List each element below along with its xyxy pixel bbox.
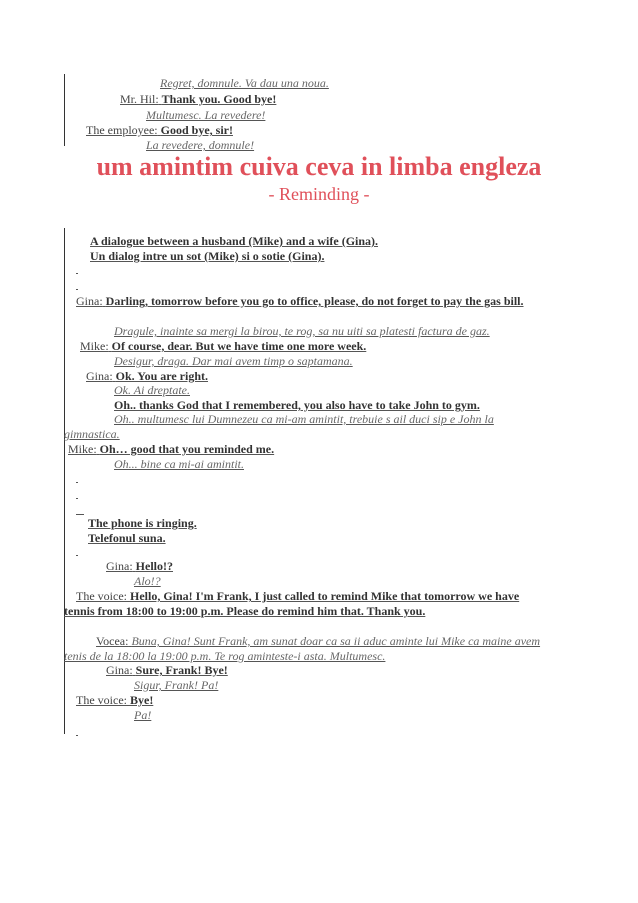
page-subtitle: - Reminding - [268, 184, 370, 204]
empty-paragraph-mark [76, 498, 78, 499]
dialogue-line: Gina: Ok. You are right. [86, 369, 209, 383]
intro-line: A dialogue between a husband (Mike) and a wife (Gina). [90, 234, 379, 248]
translation-line: Alo!? [134, 574, 161, 588]
empty-paragraph-mark [76, 555, 78, 556]
empty-paragraph-mark [76, 273, 78, 274]
dialogue-line: Gina: Hello!? [106, 559, 173, 573]
dialogue-line: Gina: Darling, tomorrow before you go to office, please, do not forget to pay the gas bill. [76, 294, 524, 308]
translation-line: Oh.. multumesc lui Dumnezeu ca mi-am amintit, trebuie s ail duci sip e John la gimnastica. [64, 412, 494, 441]
translation-line: Desigur, draga. Dar mai avem timp o saptamana. [114, 354, 353, 368]
translation-line: Ok. Ai dreptate. [114, 383, 190, 397]
dialogue-line: The voice: Hello, Gina! I'm Frank, I just called to remind Mike that tomorrow we have tennis from 18:00 to 19:00 p.m. Please do remind him that. Thank you. [64, 589, 520, 618]
translation-line: Sigur, Frank! Pa! [134, 678, 219, 692]
translation-line: La revedere, domnule! [146, 138, 255, 152]
empty-paragraph-mark [76, 482, 78, 483]
dialogue-line: Mike: Of course, dear. But we have time one more week. [80, 339, 367, 353]
dialogue-line: Oh.. thanks God that I remembered, you also have to take John to gym. [114, 398, 480, 412]
margin-bar [64, 74, 65, 146]
translation-line: Oh... bine ca mi-ai amintit. [114, 457, 244, 471]
dialogue-line: The employee: Good bye, sir! [86, 123, 233, 137]
empty-paragraph-mark [76, 289, 78, 290]
dialogue-line: Mike: Oh… good that you reminded me. [68, 442, 275, 456]
empty-paragraph-mark [76, 514, 84, 515]
dialogue-line: Gina: Sure, Frank! Bye! [106, 663, 228, 677]
dialogue-line: The voice: Bye! [76, 693, 154, 707]
stage-direction: Telefonul suna. [88, 531, 166, 545]
dialogue-line: Mr. Hil: Thank you. Good bye! [120, 92, 277, 106]
dialogue-line: Vocea: Buna, Gina! Sunt Frank, am sunat doar ca sa ii aduc aminte lui Mike ca maine avem tenis de la 18:00 la 19:00 p.m. Te rog aminteste-i asta. Multumesc. [64, 634, 541, 663]
empty-paragraph-mark [76, 735, 78, 736]
intro-line: Un dialog intre un sot (Mike) si o sotie (Gina). [90, 249, 325, 263]
stage-direction: The phone is ringing. [88, 516, 197, 530]
translation-line: Pa! [134, 708, 152, 722]
page-title: um amintim cuiva ceva in limba engleza [96, 152, 542, 181]
translation-line: Multumesc. La revedere! [146, 108, 266, 122]
translation-line: Dragule, inainte sa mergi la birou, te rog, sa nu uiti sa platesti factura de gaz. [114, 324, 490, 338]
translation-line: Regret, domnule. Va dau una noua. [160, 76, 329, 90]
